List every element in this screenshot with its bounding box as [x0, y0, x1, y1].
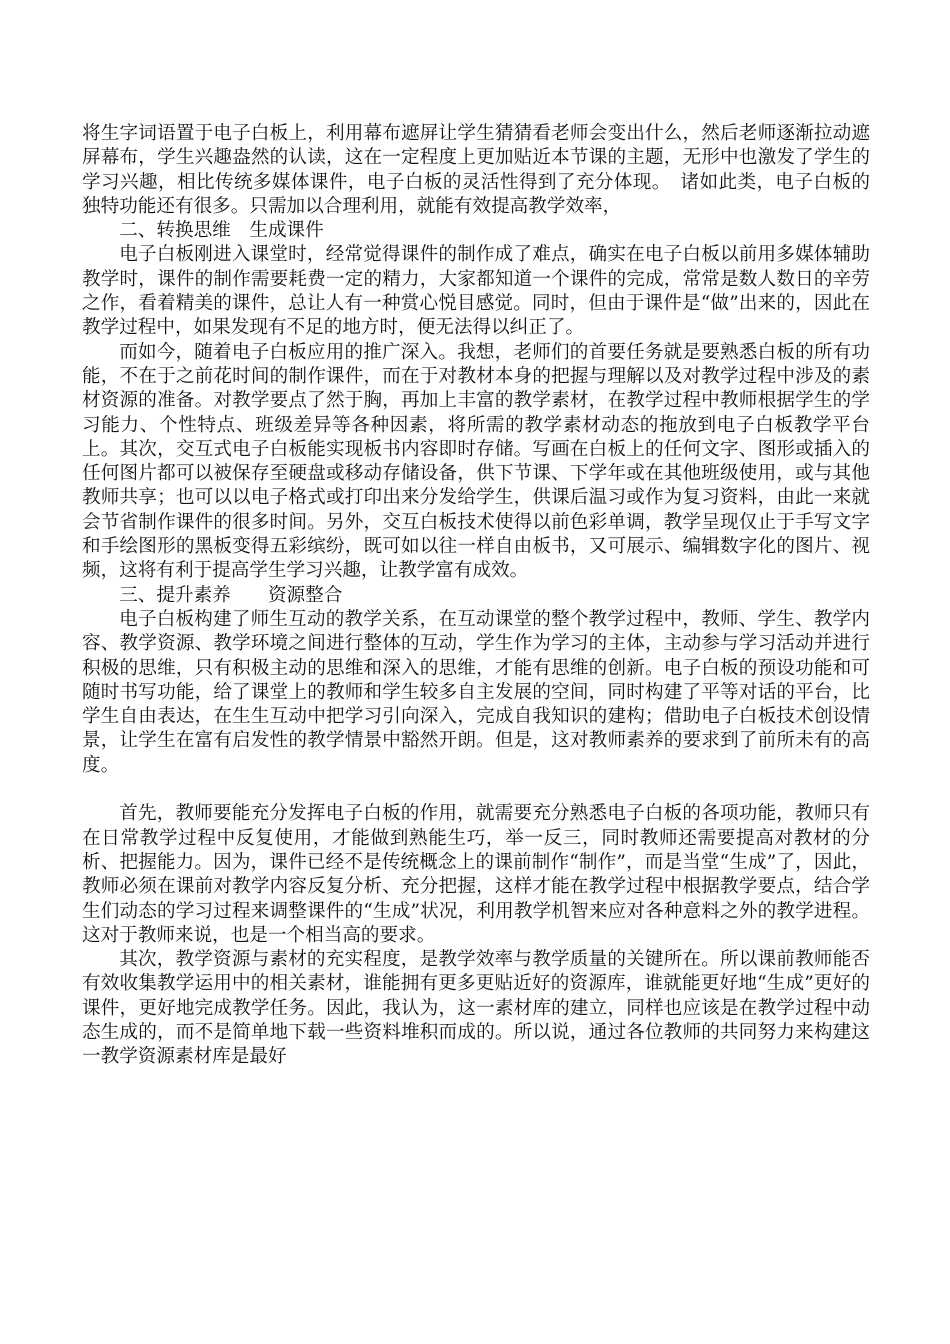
paragraph-whiteboard-intro: 将生字词语置于电子白板上，利用幕布遮屏让学生猜猜看老师会变出什么，然后老师逐渐拉动遮屏幕布，学生兴趣盎然的认读，这在一定程度上更加贴近本节课的主题，无形中也激发了学生的学习兴趣，相比传统多媒体课件，电子白板的灵活性得到了充分体现。 诸如此类，电子白板的独特功能还有很多。只需加以合理利用，就能有效提高教学效率， — [82, 123, 870, 217]
paragraph-courseware-early: 电子白板刚进入课堂时，经常觉得课件的制作成了难点，确实在电子白板以前用多媒体辅助教学时，课件的制作需要耗费一定的精力，大家都知道一个课件的完成，常常是数人数日的辛劳之作，看着精美的课件，总让人有一种赏心悦目感觉。同时，但由于课件是“做”出来的，因此在教学过程中，如果发现有不足的地方时，便无法得以纠正了。 — [82, 244, 870, 339]
section-heading-2: 二、转换思维 生成课件 — [119, 220, 324, 242]
paragraph-first: 首先，教师要能充分发挥电子白板的作用，就需要充分熟悉电子白板的各项功能，教师只有在日常教学过程中反复使用，才能做到熟能生巧，举一反三，同时教师还需要提高对教材的分析、把握能力。因为，课件已经不是传统概念上的课前制作“制作”，而是当堂“生成”了，因此，教师必须在课前对教学内容反复分析、充分把握，这样才能在教学过程中根据教学要点，结合学生们动态的学习过程来调整课件的“生成”状况，利用教学机智来应对各种意料之外的教学进程。这对于教师来说，也是一个相当高的要求。 — [82, 803, 870, 946]
paragraph-interaction: 电子白板构建了师生互动的教学关系，在互动课堂的整个教学过程中，教师、学生、教学内容、教学资源、教学环境之间进行整体的互动，学生作为学习的主体，主动参与学习活动并进行积极的思维，只有积极主动的思维和深入的思维，才能有思维的创新。电子白板的预设功能和可随时书写功能，给了课堂上的教师和学生较多自主发展的空间，同时构建了平等对话的平台，比学生自由表达，在生生互动中把学习引向深入，完成自我知识的建构；借助电子白板技术创设情景，让学生在富有启发性的教学情景中豁然开朗。但是，这对教师素养的要求到了前所未有的高度。 — [82, 608, 870, 776]
paragraph-second: 其次，教学资源与素材的充实程度，是教学效率与教学质量的关键所在。所以课前教师能否有效收集教学运用中的相关素材，谁能拥有更多更贴近好的资源库，谁就能更好地“生成”更好的课件，更好地完成教学任务。因此，我认为，这一素材库的建立，同样也应该是在教学过程中动态生成的，而不是简单地下载一些资料堆积而成的。所以说，通过各位教师的共同努力来构建这一教学资源素材库是最好 — [82, 949, 870, 1068]
section-heading-3: 三、提升素养 资源整合 — [119, 584, 343, 606]
document-page — [82, 122, 870, 1070]
blank-line — [82, 778, 870, 802]
paragraph-courseware-now: 而如今，随着电子白板应用的推广深入。我想，老师们的首要任务就是要熟悉白板的所有功能，不在于之前花时间的制作课件，而在于对教材本身的把握与理解以及对教学过程中涉及的素材资源的准备。对教学要点了然于胸，再加上丰富的教学素材，在教学过程中教师根据学生的学习能力、个性特点、班级差异等各种因素，将所需的教学素材动态的拖放到电子白板教学平台上。其次，交互式电子白板能实现板书内容即时存储。写画在白板上的任何文字、图形或插入的任何图片都可以被保存至硬盘或移动存储设备，供下节课、下学年或在其他班级使用，或与其他教师共享；也可以以电子格式或打印出来分发给学生，供课后温习或作为复习资料，由此一来就会节省制作课件的很多时间。另外，交互白板技术使得以前色彩单调，教学呈现仅止于手写文字和手绘图形的黑板变得五彩缤纷，既可如以往一样自由板书，又可展示、编辑数字化的图片、视频，这将有利于提高学生学习兴趣，让教学富有成效。 — [82, 341, 870, 582]
